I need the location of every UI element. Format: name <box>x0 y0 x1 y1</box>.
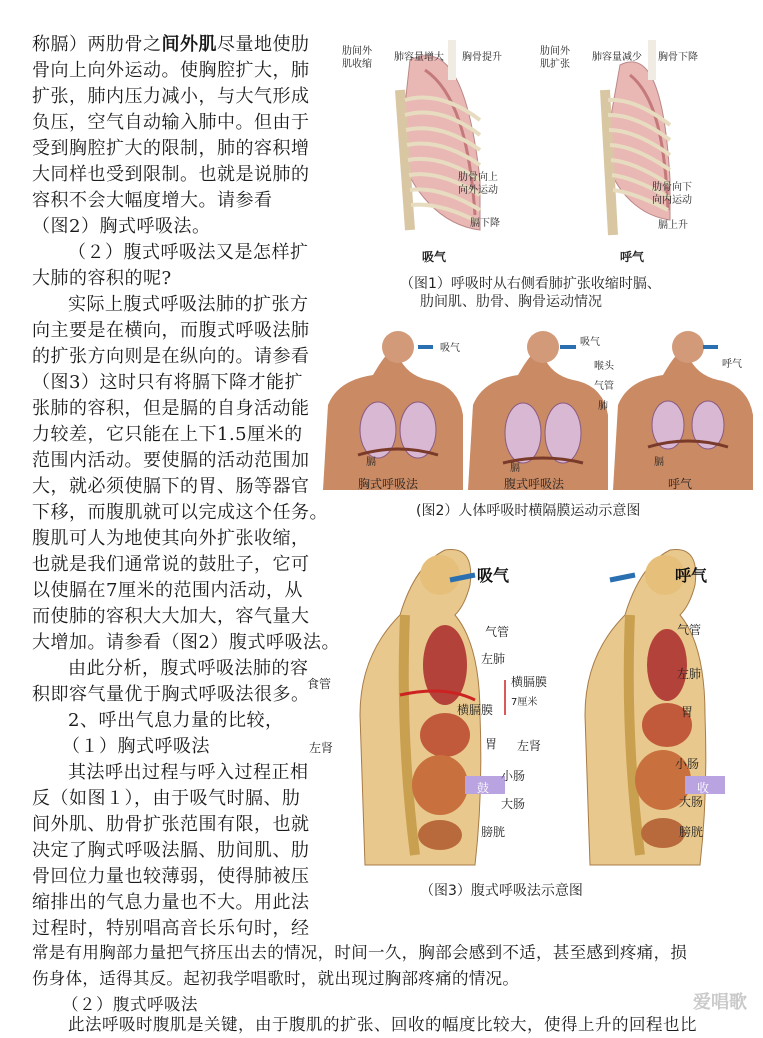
text-line: 大同样也受到限制。也就是说肺的 <box>32 164 310 185</box>
fig2-title: 胸式呼吸法 <box>358 477 419 491</box>
text-line: 2、呼出气息力量的比较， <box>68 710 284 731</box>
text-line: 实际上腹式呼吸法肺的扩张方 <box>68 294 309 315</box>
fig3-label: 收 <box>697 781 710 795</box>
text-line: （图2）胸式呼吸法。 <box>32 216 211 237</box>
fig1-label: 胸骨下降 <box>658 52 698 63</box>
torso-chest-breathing-icon <box>323 331 463 490</box>
text-line: 也就是我们通常说的鼓肚子，它可 <box>32 554 310 575</box>
figure-1-illustration <box>330 30 740 270</box>
figure-2-illustration <box>318 325 758 495</box>
fig2-label: 肺 <box>598 401 608 412</box>
fig2-title: 腹式呼吸法 <box>504 477 565 491</box>
text-line: 下移，而腹肌就可以完成这个任务。 <box>32 502 328 523</box>
text-line: 过程时，特别唱高音长乐句时，经 <box>32 918 310 939</box>
fig3-label: 膀胱 <box>679 825 704 839</box>
text-line: 力较差，它只能在上下1.5厘米的 <box>32 424 303 445</box>
fig3-label: 横膈膜 <box>457 703 494 717</box>
fig2-label: 呼气 <box>722 359 742 370</box>
text-line: 受到胸腔扩大的限制，肺的容积增 <box>32 138 310 159</box>
text-line: 范围内活动。要使膈的活动范围加 <box>32 450 310 471</box>
figure-2-torsos <box>318 325 758 495</box>
fig1-exhale-label: 呼气 <box>620 250 645 264</box>
fig1-label: 肋间外 <box>342 46 372 57</box>
fig3-inhale-label: 吸气 <box>477 566 510 585</box>
fig3-label: 气管 <box>677 623 702 637</box>
text-line: 张肺的容积，但是膈的自身活动能 <box>32 398 310 419</box>
figure-3-caption: （图3）腹式呼吸法示意图 <box>420 883 583 899</box>
text-line: （图3）这时只有将膈下降才能扩 <box>32 372 303 393</box>
text-line: 决定了胸式呼吸法膈、肋间肌、肋 <box>32 840 310 861</box>
left-ribcage-icon <box>400 40 480 230</box>
fig3-label: 小肠 <box>675 757 700 771</box>
text-line: 而使肺的容积大大加大，容气量大 <box>32 606 310 627</box>
fig2-label: 吸气 <box>440 343 460 354</box>
text-line: 常是有用胸部力量把气挤压出去的情况，时间一久，胸部会感到不适，甚至感到疼痛，损 <box>32 943 688 962</box>
text-line: 大肺的容积的呢? <box>32 268 172 289</box>
fig1-label: 肋骨向下 <box>652 182 692 193</box>
fig3-label: 左肺 <box>481 652 506 666</box>
fig3-label: 气管 <box>485 625 510 639</box>
text-line: 此法呼吸时腹肌是关键，由于腹肌的扩张、回收的幅度比较大，使得上升的回程也比 <box>68 1015 697 1034</box>
fig3-label: 食管 <box>307 677 332 691</box>
fig3-label: 7厘米 <box>511 697 538 708</box>
watermark: 爱唱歌 <box>693 992 747 1013</box>
figure-2-caption: (图2）人体呼吸时横隔膜运动示意图 <box>416 503 641 519</box>
fig2-label: 膈 <box>366 457 376 468</box>
fig3-label: 胃 <box>681 705 694 719</box>
text-line: 容积不会大幅度增大。请参看 <box>32 190 273 211</box>
text-line: 的扩张方向则是在纵向的。请参看 <box>32 346 310 367</box>
text-span: 尽量地使肋 <box>217 34 310 55</box>
text-line: 其法呼出过程与呼入过程正相 <box>68 762 309 783</box>
fig2-label: 气管 <box>594 381 614 392</box>
text-line: 骨回位力量也较薄弱，使得肺被压 <box>32 866 310 887</box>
figure-1-caption: 肋间肌、肋骨、胸骨运动情况 <box>420 294 602 310</box>
text-line: 缩排出的气息力量也不大。用此法 <box>32 892 310 913</box>
figure-1-caption: （图1）呼吸时从右侧看肺扩张收缩时膈、 <box>400 276 661 292</box>
fig3-label: 胃 <box>485 737 498 751</box>
fig3-label: 鼓 <box>477 781 490 795</box>
fig1-label: 膈下降 <box>470 218 500 229</box>
text-line: 负压，空气自动输入肺中。但由于 <box>32 112 310 133</box>
fig1-label: 肌扩张 <box>540 59 570 70</box>
fig3-label: 膀胱 <box>481 825 506 839</box>
fig2-label: 膈 <box>510 463 520 474</box>
fig1-label: 肌收缩 <box>342 59 372 70</box>
fig1-label: 向外运动 <box>458 185 498 196</box>
fig1-label: 肋间外 <box>540 46 570 57</box>
fig3-label: 大肠 <box>679 795 704 809</box>
text-line: 向主要是在横向，而腹式呼吸法肺 <box>32 320 310 341</box>
fig2-label: 吸气 <box>580 337 600 348</box>
fig2-label: 膈 <box>654 457 664 468</box>
text-line: 由此分析，腹式呼吸法肺的容 <box>68 658 309 679</box>
fig1-inhale-label: 吸气 <box>422 250 447 264</box>
text-line: 腹肌可人为地使其向外扩张收缩， <box>32 528 310 549</box>
text-line <box>32 32 310 58</box>
text-line: （１）胸式呼吸法 <box>62 736 210 757</box>
fig3-label: 左肾 <box>517 739 542 753</box>
text-span: 称膈）两肋骨之 <box>32 34 162 55</box>
arrow-icon <box>610 575 635 580</box>
text-line: 反（如图１），由于吸气时膈、肋 <box>32 788 301 809</box>
fig3-label: 左肺 <box>677 667 702 681</box>
fig3-label: 左肾 <box>309 741 334 755</box>
figure-1-rib-cage <box>330 30 740 270</box>
fig3-label: 小肠 <box>501 769 526 783</box>
fig2-title: 呼气 <box>668 477 693 491</box>
fig1-label: 肺容量增大 <box>394 52 444 63</box>
text-emphasis: 间外肌 <box>161 34 217 55</box>
fig2-label: 喉头 <box>594 361 614 372</box>
text-line: 骨向上向外运动。使胸腔扩大，肺 <box>32 60 310 81</box>
text-line: 以使膈在7厘米的范围内活动，从 <box>32 580 303 601</box>
fig3-label: 大肠 <box>501 797 526 811</box>
text-line: 扩张，肺内压力减小，与大气形成 <box>32 86 310 107</box>
fig1-label: 肺容量减少 <box>592 52 642 63</box>
fig1-label: 膈上升 <box>658 220 688 231</box>
fig3-label: 横膈膜 <box>511 675 548 689</box>
text-line: 大增加。请参看（图2）腹式呼吸法。 <box>32 632 340 653</box>
fig1-label: 肋骨向上 <box>458 172 498 183</box>
text-line: 间外肌、肋骨扩张范围有限，也就 <box>32 814 310 835</box>
fig1-label: 胸骨提升 <box>462 52 502 63</box>
text-line: （２）腹式呼吸法 <box>62 995 198 1014</box>
fig3-exhale-label: 呼气 <box>675 566 708 585</box>
text-line: （２）腹式呼吸法又是怎样扩 <box>68 242 309 263</box>
fig1-label: 向内运动 <box>652 195 692 206</box>
text-line: 积即容气量优于胸式呼吸法很多。 <box>32 684 310 705</box>
figure-3-abdominal <box>305 535 760 875</box>
text-line: 伤身体，适得其反。起初我学唱歌时，就出现过胸部疼痛的情况。 <box>32 969 520 988</box>
text-line: 大，就必须使膈下的胃、肠等器官 <box>32 476 310 497</box>
torso-abdominal-breathing-icon <box>468 331 608 490</box>
